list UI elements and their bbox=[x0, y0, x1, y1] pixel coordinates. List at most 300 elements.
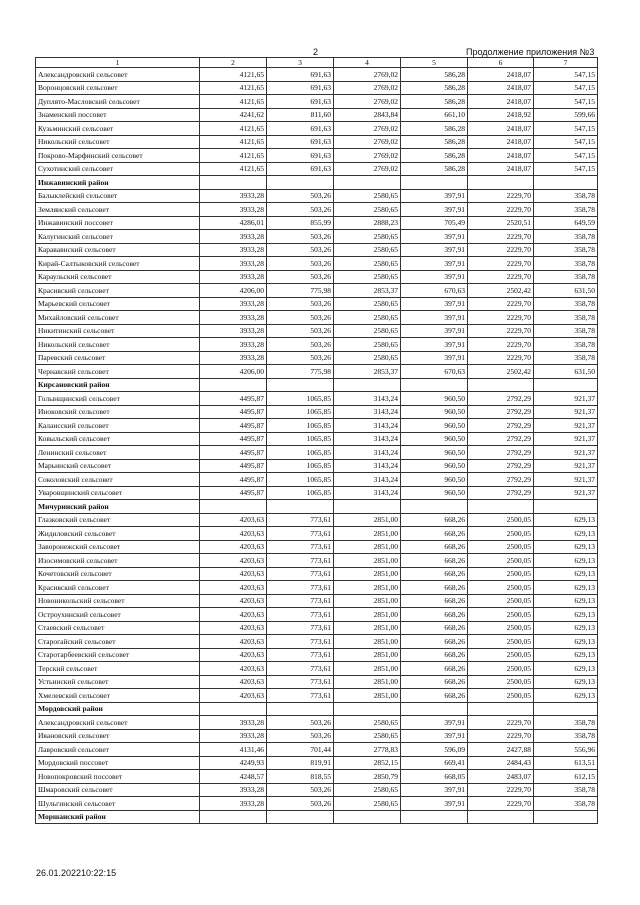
value-cell: 668,26 bbox=[401, 621, 468, 635]
settlement-name: Карававнский сельсовет bbox=[36, 243, 200, 257]
value-cell: 397,91 bbox=[401, 729, 468, 743]
settlement-name: Уваровщинский сельсовет bbox=[36, 486, 200, 500]
column-number: 1 bbox=[36, 58, 200, 68]
value-cell: 2792,29 bbox=[468, 486, 534, 500]
value-cell: 556,96 bbox=[534, 743, 598, 757]
value-cell: 4241,62 bbox=[200, 108, 267, 122]
value-cell: 4495,87 bbox=[200, 459, 267, 473]
value-cell: 4203,63 bbox=[200, 540, 267, 554]
value-cell: 2500,05 bbox=[468, 635, 534, 649]
table-row bbox=[36, 108, 598, 122]
value-cell: 691,63 bbox=[267, 162, 334, 176]
value-cell: 2500,05 bbox=[468, 608, 534, 622]
value-cell: 2418,07 bbox=[468, 149, 534, 163]
settlement-name: Изосимовский сельсовет bbox=[36, 554, 200, 568]
value-cell: 503,26 bbox=[267, 797, 334, 811]
table-row bbox=[36, 675, 598, 689]
value-cell: 2229,70 bbox=[468, 230, 534, 244]
value-cell: 2792,29 bbox=[468, 392, 534, 406]
value-cell: 358,78 bbox=[534, 203, 598, 217]
empty-cell bbox=[200, 500, 267, 514]
region-name: Моршанский район bbox=[36, 810, 200, 824]
value-cell: 4203,63 bbox=[200, 567, 267, 581]
value-cell: 397,91 bbox=[401, 338, 468, 352]
empty-cell bbox=[468, 702, 534, 716]
value-cell: 503,26 bbox=[267, 729, 334, 743]
value-cell: 503,26 bbox=[267, 338, 334, 352]
value-cell: 503,26 bbox=[267, 297, 334, 311]
value-cell: 4249,93 bbox=[200, 756, 267, 770]
value-cell: 629,13 bbox=[534, 581, 598, 595]
region-name: Мичуринский район bbox=[36, 500, 200, 514]
table-row bbox=[36, 365, 598, 379]
value-cell: 2427,88 bbox=[468, 743, 534, 757]
value-cell: 358,78 bbox=[534, 351, 598, 365]
value-cell: 599,66 bbox=[534, 108, 598, 122]
value-cell: 921,37 bbox=[534, 392, 598, 406]
value-cell: 629,13 bbox=[534, 621, 598, 635]
value-cell: 2484,43 bbox=[468, 756, 534, 770]
value-cell: 2580,65 bbox=[334, 351, 401, 365]
table-row bbox=[36, 135, 598, 149]
table-row bbox=[36, 81, 598, 95]
value-cell: 2769,02 bbox=[334, 81, 401, 95]
value-cell: 2778,83 bbox=[334, 743, 401, 757]
value-cell: 2500,05 bbox=[468, 527, 534, 541]
value-cell: 960,50 bbox=[401, 473, 468, 487]
value-cell: 670,63 bbox=[401, 365, 468, 379]
value-cell: 2229,70 bbox=[468, 351, 534, 365]
value-cell: 4495,87 bbox=[200, 432, 267, 446]
value-cell: 2229,70 bbox=[468, 297, 534, 311]
value-cell: 586,28 bbox=[401, 122, 468, 136]
value-cell: 668,26 bbox=[401, 594, 468, 608]
table-row bbox=[36, 716, 598, 730]
value-cell: 631,50 bbox=[534, 365, 598, 379]
value-cell: 503,26 bbox=[267, 270, 334, 284]
value-cell: 3933,28 bbox=[200, 230, 267, 244]
value-cell: 397,91 bbox=[401, 203, 468, 217]
value-cell: 2500,05 bbox=[468, 581, 534, 595]
value-cell: 960,50 bbox=[401, 459, 468, 473]
table-row bbox=[36, 351, 598, 365]
empty-cell bbox=[401, 500, 468, 514]
value-cell: 3143,24 bbox=[334, 432, 401, 446]
value-cell: 2229,70 bbox=[468, 324, 534, 338]
table-row bbox=[36, 729, 598, 743]
value-cell: 2792,29 bbox=[468, 419, 534, 433]
empty-cell bbox=[200, 378, 267, 392]
value-cell: 358,78 bbox=[534, 716, 598, 730]
value-cell: 4206,00 bbox=[200, 284, 267, 298]
value-cell: 2580,65 bbox=[334, 716, 401, 730]
value-cell: 668,26 bbox=[401, 689, 468, 703]
value-cell: 4495,87 bbox=[200, 405, 267, 419]
empty-cell bbox=[468, 500, 534, 514]
value-cell: 629,13 bbox=[534, 689, 598, 703]
region-name: Мордовский район bbox=[36, 702, 200, 716]
value-cell: 2851,00 bbox=[334, 540, 401, 554]
value-cell: 2229,70 bbox=[468, 311, 534, 325]
settlement-name: Жидиловский сельсовет bbox=[36, 527, 200, 541]
value-cell: 2792,29 bbox=[468, 473, 534, 487]
value-cell: 2520,51 bbox=[468, 216, 534, 230]
value-cell: 4121,65 bbox=[200, 135, 267, 149]
value-cell: 668,26 bbox=[401, 567, 468, 581]
table-row bbox=[36, 459, 598, 473]
settlement-name: Мордовский поссовет bbox=[36, 756, 200, 770]
value-cell: 4121,65 bbox=[200, 162, 267, 176]
value-cell: 631,50 bbox=[534, 284, 598, 298]
value-cell: 358,78 bbox=[534, 311, 598, 325]
empty-cell bbox=[534, 378, 598, 392]
value-cell: 4203,63 bbox=[200, 675, 267, 689]
value-cell: 2502,42 bbox=[468, 284, 534, 298]
settlement-name: Старогайский сельсовет bbox=[36, 635, 200, 649]
value-cell: 811,60 bbox=[267, 108, 334, 122]
settlement-name: Марьинский сельсовет bbox=[36, 459, 200, 473]
value-cell: 4203,63 bbox=[200, 581, 267, 595]
page-number: 2 bbox=[313, 47, 319, 57]
value-cell: 397,91 bbox=[401, 257, 468, 271]
value-cell: 2851,00 bbox=[334, 594, 401, 608]
region-row bbox=[36, 702, 598, 716]
value-cell: 4206,00 bbox=[200, 365, 267, 379]
value-cell: 547,15 bbox=[534, 162, 598, 176]
empty-cell bbox=[334, 176, 401, 190]
value-cell: 3933,28 bbox=[200, 243, 267, 257]
column-number: 5 bbox=[401, 58, 468, 68]
value-cell: 503,26 bbox=[267, 203, 334, 217]
value-cell: 2500,05 bbox=[468, 594, 534, 608]
value-cell: 2769,02 bbox=[334, 135, 401, 149]
value-cell: 2580,65 bbox=[334, 729, 401, 743]
value-cell: 2852,15 bbox=[334, 756, 401, 770]
table-row bbox=[36, 68, 598, 82]
value-cell: 2851,00 bbox=[334, 527, 401, 541]
value-cell: 960,50 bbox=[401, 405, 468, 419]
value-cell: 3933,28 bbox=[200, 324, 267, 338]
value-cell: 4203,63 bbox=[200, 648, 267, 662]
empty-cell bbox=[267, 176, 334, 190]
value-cell: 960,50 bbox=[401, 419, 468, 433]
value-cell: 2418,07 bbox=[468, 135, 534, 149]
settlement-name: Караульский сельсовет bbox=[36, 270, 200, 284]
value-cell: 3143,24 bbox=[334, 473, 401, 487]
value-cell: 397,91 bbox=[401, 243, 468, 257]
value-cell: 629,13 bbox=[534, 594, 598, 608]
value-cell: 921,37 bbox=[534, 459, 598, 473]
value-cell: 2500,05 bbox=[468, 662, 534, 676]
value-cell: 691,63 bbox=[267, 135, 334, 149]
column-number: 7 bbox=[534, 58, 598, 68]
empty-cell bbox=[534, 810, 598, 824]
settlement-name: Кирай-Салтыковский сельсовет bbox=[36, 257, 200, 271]
value-cell: 668,26 bbox=[401, 675, 468, 689]
value-cell: 773,61 bbox=[267, 662, 334, 676]
value-cell: 4203,63 bbox=[200, 621, 267, 635]
table-row bbox=[36, 149, 598, 163]
value-cell: 629,13 bbox=[534, 513, 598, 527]
table-row bbox=[36, 594, 598, 608]
table-row bbox=[36, 257, 598, 271]
value-cell: 4203,63 bbox=[200, 689, 267, 703]
empty-cell bbox=[334, 810, 401, 824]
value-cell: 773,61 bbox=[267, 581, 334, 595]
value-cell: 2769,02 bbox=[334, 162, 401, 176]
value-cell: 4495,87 bbox=[200, 486, 267, 500]
table-row bbox=[36, 783, 598, 797]
table-row bbox=[36, 621, 598, 635]
empty-cell bbox=[468, 378, 534, 392]
value-cell: 1065,85 bbox=[267, 432, 334, 446]
value-cell: 668,26 bbox=[401, 581, 468, 595]
value-cell: 397,91 bbox=[401, 270, 468, 284]
value-cell: 358,78 bbox=[534, 729, 598, 743]
value-cell: 358,78 bbox=[534, 270, 598, 284]
value-cell: 2769,02 bbox=[334, 149, 401, 163]
empty-cell bbox=[468, 176, 534, 190]
value-cell: 2853,37 bbox=[334, 284, 401, 298]
value-cell: 629,13 bbox=[534, 675, 598, 689]
settlement-name: Чернавский сельсовет bbox=[36, 365, 200, 379]
value-cell: 358,78 bbox=[534, 257, 598, 271]
value-cell: 586,28 bbox=[401, 162, 468, 176]
value-cell: 921,37 bbox=[534, 419, 598, 433]
settlement-name: Ковыльский сельсовет bbox=[36, 432, 200, 446]
value-cell: 3933,28 bbox=[200, 311, 267, 325]
settlement-name: Глазковский сельсовет bbox=[36, 513, 200, 527]
settlement-name: Иноковский сельсовет bbox=[36, 405, 200, 419]
settlement-name: Калаисский сельсовет bbox=[36, 419, 200, 433]
value-cell: 2229,70 bbox=[468, 203, 534, 217]
table-row bbox=[36, 554, 598, 568]
settlement-name: Сухотинский сельсовет bbox=[36, 162, 200, 176]
settlement-name: Знаменский поссовет bbox=[36, 108, 200, 122]
value-cell: 596,09 bbox=[401, 743, 468, 757]
value-cell: 586,28 bbox=[401, 68, 468, 82]
value-cell: 773,61 bbox=[267, 567, 334, 581]
settlement-name: Кочетовский сельсовет bbox=[36, 567, 200, 581]
value-cell: 855,99 bbox=[267, 216, 334, 230]
value-cell: 2851,00 bbox=[334, 635, 401, 649]
value-cell: 629,13 bbox=[534, 648, 598, 662]
value-cell: 547,15 bbox=[534, 95, 598, 109]
value-cell: 1065,85 bbox=[267, 473, 334, 487]
settlement-name: Стаевский сельсовет bbox=[36, 621, 200, 635]
settlement-name: Землянский сельсовет bbox=[36, 203, 200, 217]
value-cell: 612,15 bbox=[534, 770, 598, 784]
value-cell: 3933,28 bbox=[200, 797, 267, 811]
value-cell: 358,78 bbox=[534, 243, 598, 257]
value-cell: 3933,28 bbox=[200, 189, 267, 203]
table-row bbox=[36, 338, 598, 352]
table-row bbox=[36, 756, 598, 770]
settlement-name: Воронцовский сельсовет bbox=[36, 81, 200, 95]
value-cell: 358,78 bbox=[534, 297, 598, 311]
value-cell: 503,26 bbox=[267, 311, 334, 325]
value-cell: 2580,65 bbox=[334, 797, 401, 811]
value-cell: 2502,42 bbox=[468, 365, 534, 379]
value-cell: 4121,65 bbox=[200, 149, 267, 163]
value-cell: 773,61 bbox=[267, 608, 334, 622]
value-cell: 921,37 bbox=[534, 405, 598, 419]
value-cell: 3933,28 bbox=[200, 783, 267, 797]
table-row bbox=[36, 648, 598, 662]
value-cell: 2853,37 bbox=[334, 365, 401, 379]
value-cell: 503,26 bbox=[267, 257, 334, 271]
value-cell: 397,91 bbox=[401, 311, 468, 325]
empty-cell bbox=[200, 702, 267, 716]
settlement-name: Терский сельсовет bbox=[36, 662, 200, 676]
value-cell: 1065,85 bbox=[267, 405, 334, 419]
table-row bbox=[36, 540, 598, 554]
settlement-name: Дуплято-Масловский сельсовет bbox=[36, 95, 200, 109]
value-cell: 547,15 bbox=[534, 81, 598, 95]
value-cell: 2769,02 bbox=[334, 95, 401, 109]
settlement-name: Александровский сельсовет bbox=[36, 716, 200, 730]
value-cell: 1065,85 bbox=[267, 486, 334, 500]
value-cell: 668,26 bbox=[401, 635, 468, 649]
empty-cell bbox=[401, 378, 468, 392]
value-cell: 2580,65 bbox=[334, 324, 401, 338]
value-cell: 2500,05 bbox=[468, 513, 534, 527]
value-cell: 2418,07 bbox=[468, 81, 534, 95]
value-cell: 773,61 bbox=[267, 675, 334, 689]
settlement-name: Никитинский сельсовет bbox=[36, 324, 200, 338]
value-cell: 3143,24 bbox=[334, 392, 401, 406]
table-row bbox=[36, 635, 598, 649]
settlement-name: Остроухинский сельсовет bbox=[36, 608, 200, 622]
value-cell: 3933,28 bbox=[200, 716, 267, 730]
settlement-name: Инжавинский поссовет bbox=[36, 216, 200, 230]
table-row bbox=[36, 216, 598, 230]
value-cell: 705,49 bbox=[401, 216, 468, 230]
table-row bbox=[36, 162, 598, 176]
table-row bbox=[36, 392, 598, 406]
value-cell: 2500,05 bbox=[468, 689, 534, 703]
value-cell: 3143,24 bbox=[334, 446, 401, 460]
value-cell: 775,98 bbox=[267, 365, 334, 379]
region-name: Кирсановский район bbox=[36, 378, 200, 392]
value-cell: 2851,00 bbox=[334, 648, 401, 662]
value-cell: 773,61 bbox=[267, 540, 334, 554]
value-cell: 2792,29 bbox=[468, 405, 534, 419]
region-row bbox=[36, 810, 598, 824]
table-row bbox=[36, 567, 598, 581]
table-row bbox=[36, 513, 598, 527]
empty-cell bbox=[267, 500, 334, 514]
table-row bbox=[36, 662, 598, 676]
value-cell: 4203,63 bbox=[200, 513, 267, 527]
table-row bbox=[36, 446, 598, 460]
value-cell: 586,28 bbox=[401, 135, 468, 149]
settlement-name: Новоникольский сельсовет bbox=[36, 594, 200, 608]
value-cell: 2792,29 bbox=[468, 432, 534, 446]
value-cell: 3143,24 bbox=[334, 419, 401, 433]
value-cell: 668,26 bbox=[401, 527, 468, 541]
empty-cell bbox=[401, 176, 468, 190]
settlement-name: Заворонежский сельсовет bbox=[36, 540, 200, 554]
value-cell: 4203,63 bbox=[200, 554, 267, 568]
table-row bbox=[36, 203, 598, 217]
value-cell: 3143,24 bbox=[334, 405, 401, 419]
continuation-note: Продолжение приложения №3 bbox=[466, 47, 595, 57]
empty-cell bbox=[267, 702, 334, 716]
value-cell: 921,37 bbox=[534, 432, 598, 446]
value-cell: 2851,00 bbox=[334, 554, 401, 568]
table-row bbox=[36, 311, 598, 325]
empty-cell bbox=[334, 702, 401, 716]
value-cell: 669,41 bbox=[401, 756, 468, 770]
table-row bbox=[36, 243, 598, 257]
value-cell: 2851,00 bbox=[334, 513, 401, 527]
value-cell: 629,13 bbox=[534, 608, 598, 622]
value-cell: 629,13 bbox=[534, 540, 598, 554]
value-cell: 818,55 bbox=[267, 770, 334, 784]
value-cell: 773,61 bbox=[267, 621, 334, 635]
value-cell: 2500,05 bbox=[468, 621, 534, 635]
value-cell: 503,26 bbox=[267, 351, 334, 365]
value-cell: 668,26 bbox=[401, 608, 468, 622]
value-cell: 629,13 bbox=[534, 567, 598, 581]
settlement-name: Старотарбеевский сельсовет bbox=[36, 648, 200, 662]
value-cell: 2580,65 bbox=[334, 783, 401, 797]
empty-cell bbox=[267, 810, 334, 824]
value-cell: 819,91 bbox=[267, 756, 334, 770]
value-cell: 2500,05 bbox=[468, 567, 534, 581]
value-cell: 2851,00 bbox=[334, 662, 401, 676]
value-cell: 547,15 bbox=[534, 122, 598, 136]
value-cell: 3933,28 bbox=[200, 257, 267, 271]
empty-cell bbox=[534, 176, 598, 190]
table-row bbox=[36, 324, 598, 338]
value-cell: 2792,29 bbox=[468, 446, 534, 460]
empty-cell bbox=[468, 810, 534, 824]
table-row bbox=[36, 122, 598, 136]
table-row bbox=[36, 770, 598, 784]
table-row bbox=[36, 297, 598, 311]
value-cell: 4121,65 bbox=[200, 68, 267, 82]
settlement-name: Паревский сельсовет bbox=[36, 351, 200, 365]
value-cell: 2418,07 bbox=[468, 68, 534, 82]
value-cell: 2580,65 bbox=[334, 270, 401, 284]
settlement-name: Марьевский сельсовет bbox=[36, 297, 200, 311]
settlement-name: Хмелевский сельсовет bbox=[36, 689, 200, 703]
table-row bbox=[36, 432, 598, 446]
value-cell: 397,91 bbox=[401, 189, 468, 203]
settlement-name: Новопокровский поссовет bbox=[36, 770, 200, 784]
value-cell: 2580,65 bbox=[334, 189, 401, 203]
value-cell: 2229,70 bbox=[468, 338, 534, 352]
column-number: 6 bbox=[468, 58, 534, 68]
value-cell: 547,15 bbox=[534, 68, 598, 82]
settlement-name: Красивский сельсовет bbox=[36, 581, 200, 595]
empty-cell bbox=[401, 702, 468, 716]
value-cell: 3933,28 bbox=[200, 203, 267, 217]
region-row bbox=[36, 176, 598, 190]
value-cell: 668,26 bbox=[401, 554, 468, 568]
value-cell: 503,26 bbox=[267, 324, 334, 338]
table-row bbox=[36, 797, 598, 811]
value-cell: 2229,70 bbox=[468, 716, 534, 730]
value-cell: 2229,70 bbox=[468, 270, 534, 284]
table-row bbox=[36, 270, 598, 284]
value-cell: 3933,28 bbox=[200, 270, 267, 284]
settlement-name: Соколовский сельсовет bbox=[36, 473, 200, 487]
empty-cell bbox=[267, 378, 334, 392]
value-cell: 358,78 bbox=[534, 230, 598, 244]
